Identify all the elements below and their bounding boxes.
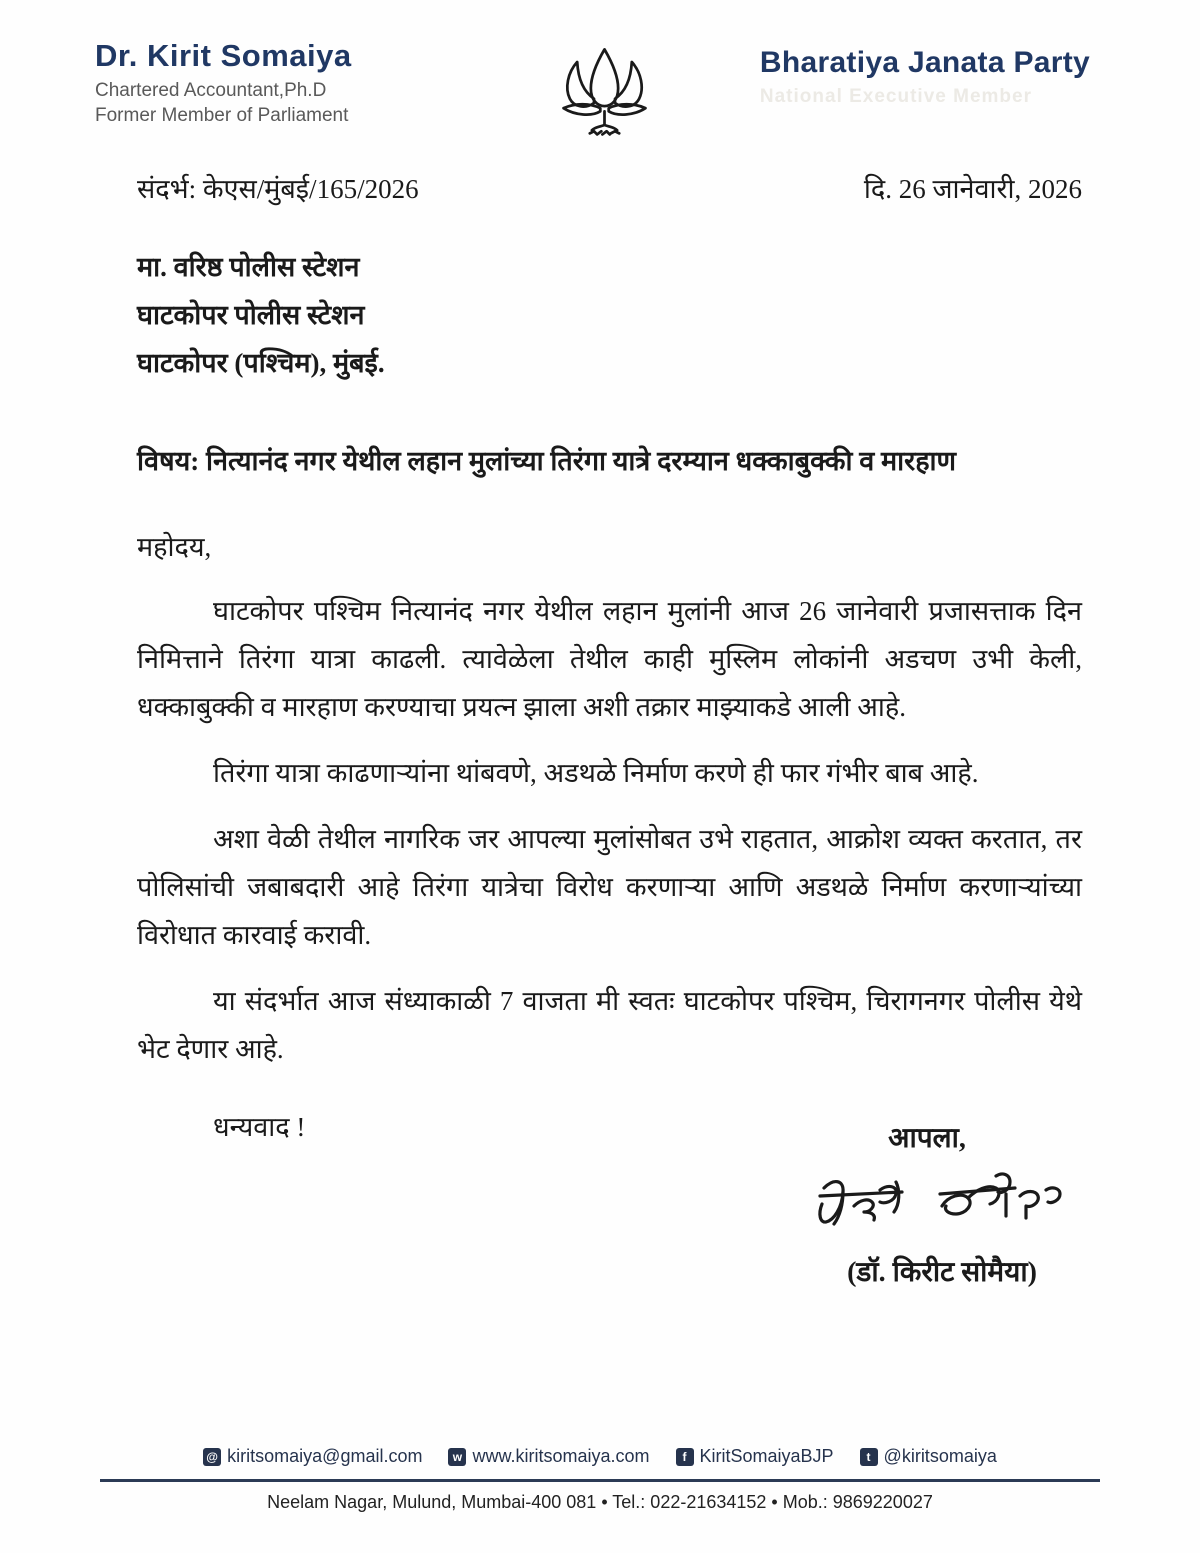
contact-email-text: kiritsomaiya@gmail.com: [227, 1446, 423, 1466]
contact-website-text: www.kiritsomaiya.com: [472, 1446, 650, 1466]
contact-website: [448, 1446, 649, 1467]
recipient-line: घाटकोपर (पश्चिम), मुंबई.: [137, 348, 385, 378]
signature-block: [802, 1118, 1082, 1290]
letterhead: [0, 38, 1200, 168]
website-icon: w: [448, 1448, 466, 1466]
footer-address: Neelam Nagar, Mulund, Mumbai-400 081 • Tel.: 022-21634152 • Mob.: 9869220027: [267, 1492, 933, 1512]
party-name: Bharatiya Janata Party: [759, 46, 1090, 79]
contact-facebook: [676, 1446, 834, 1467]
contact-twitter-text: @kiritsomaiya: [883, 1446, 997, 1466]
recipient-address: [137, 243, 1082, 387]
letter-date: दि. 26 जानेवारी, 2026: [863, 174, 1082, 204]
party-subtitle-faint: National Executive Member: [759, 86, 1032, 107]
reference-row: [137, 165, 1082, 213]
party-block: [760, 46, 1090, 108]
recipient-line: मा. वरिष्ठ पोलीस स्टेशन: [137, 252, 360, 282]
thanks-line: धन्यवाद !: [213, 1112, 306, 1142]
body-paragraph: या संदर्भात आज संध्याकाळी 7 वाजता मी स्वतः घाटकोपर पश्चिम, चिरागनगर पोलीस येथे भेट देणार आहे.: [137, 986, 1082, 1064]
footer: [0, 1446, 1200, 1513]
bjp-lotus-icon: [552, 40, 657, 148]
contact-email: [203, 1446, 422, 1467]
sender-subtitle-1: Chartered Accountant,Ph.D: [95, 80, 327, 101]
sender-block: [95, 38, 352, 128]
body-paragraph: घाटकोपर पश्चिम नित्यानंद नगर येथील लहान मुलांनी आज 26 जानेवारी प्रजासत्ताक दिन निमित्ताने तिरंगा यात्रा काढली. त्यावेळेला तेथील काही मुस्लिम लोकांनी अडचण उभी केली, धक्काबुक्की व मारहाण करण्याचा प्रयत्न झाला अशी तक्रार माझ्याकडे आली आहे.: [137, 596, 1082, 722]
contact-facebook-text: KiritSomaiyaBJP: [699, 1446, 834, 1466]
contact-twitter: [860, 1446, 997, 1467]
footer-divider: [100, 1479, 1100, 1482]
sender-name: Dr. Kirit Somaiya: [95, 38, 352, 73]
email-icon: @: [203, 1448, 221, 1466]
reference-number: संदर्भ: केएस/मुंबई/165/2026: [137, 174, 419, 204]
body-paragraph: तिरंगा यात्रा काढणाऱ्यांना थांबवणे, अडथळे निर्माण करणे ही फार गंभीर बाब आहे.: [213, 758, 979, 788]
signatory-name: (डॉ. किरीट सोमैया): [847, 1257, 1037, 1288]
handwritten-signature: [802, 1156, 1082, 1252]
facebook-icon: f: [676, 1448, 694, 1466]
closing-word: आपला,: [888, 1123, 966, 1154]
sender-subtitle-2: Former Member of Parliament: [95, 105, 349, 126]
letter-body: [137, 165, 1082, 1151]
salutation: महोदय,: [137, 532, 212, 562]
body-paragraph: अशा वेळी तेथील नागरिक जर आपल्या मुलांसोबत उभे राहतात, आक्रोश व्यक्त करतात, तर पोलिसांची जबाबदारी आहे तिरंगा यात्रेचा विरोध करणाऱ्या आणि अडथळे निर्माण करणाऱ्यांच्या विरोधात कारवाई करावी.: [137, 824, 1082, 950]
sender-subtitle: [95, 78, 352, 128]
subject-line: विषय: नित्यानंद नगर येथील लहान मुलांच्या तिरंगा यात्रे दरम्यान धक्काबुक्की व मारहाण: [137, 446, 957, 476]
recipient-line: घाटकोपर पोलीस स्टेशन: [137, 300, 365, 330]
contact-row: [0, 1446, 1200, 1467]
twitter-icon: t: [860, 1448, 878, 1466]
